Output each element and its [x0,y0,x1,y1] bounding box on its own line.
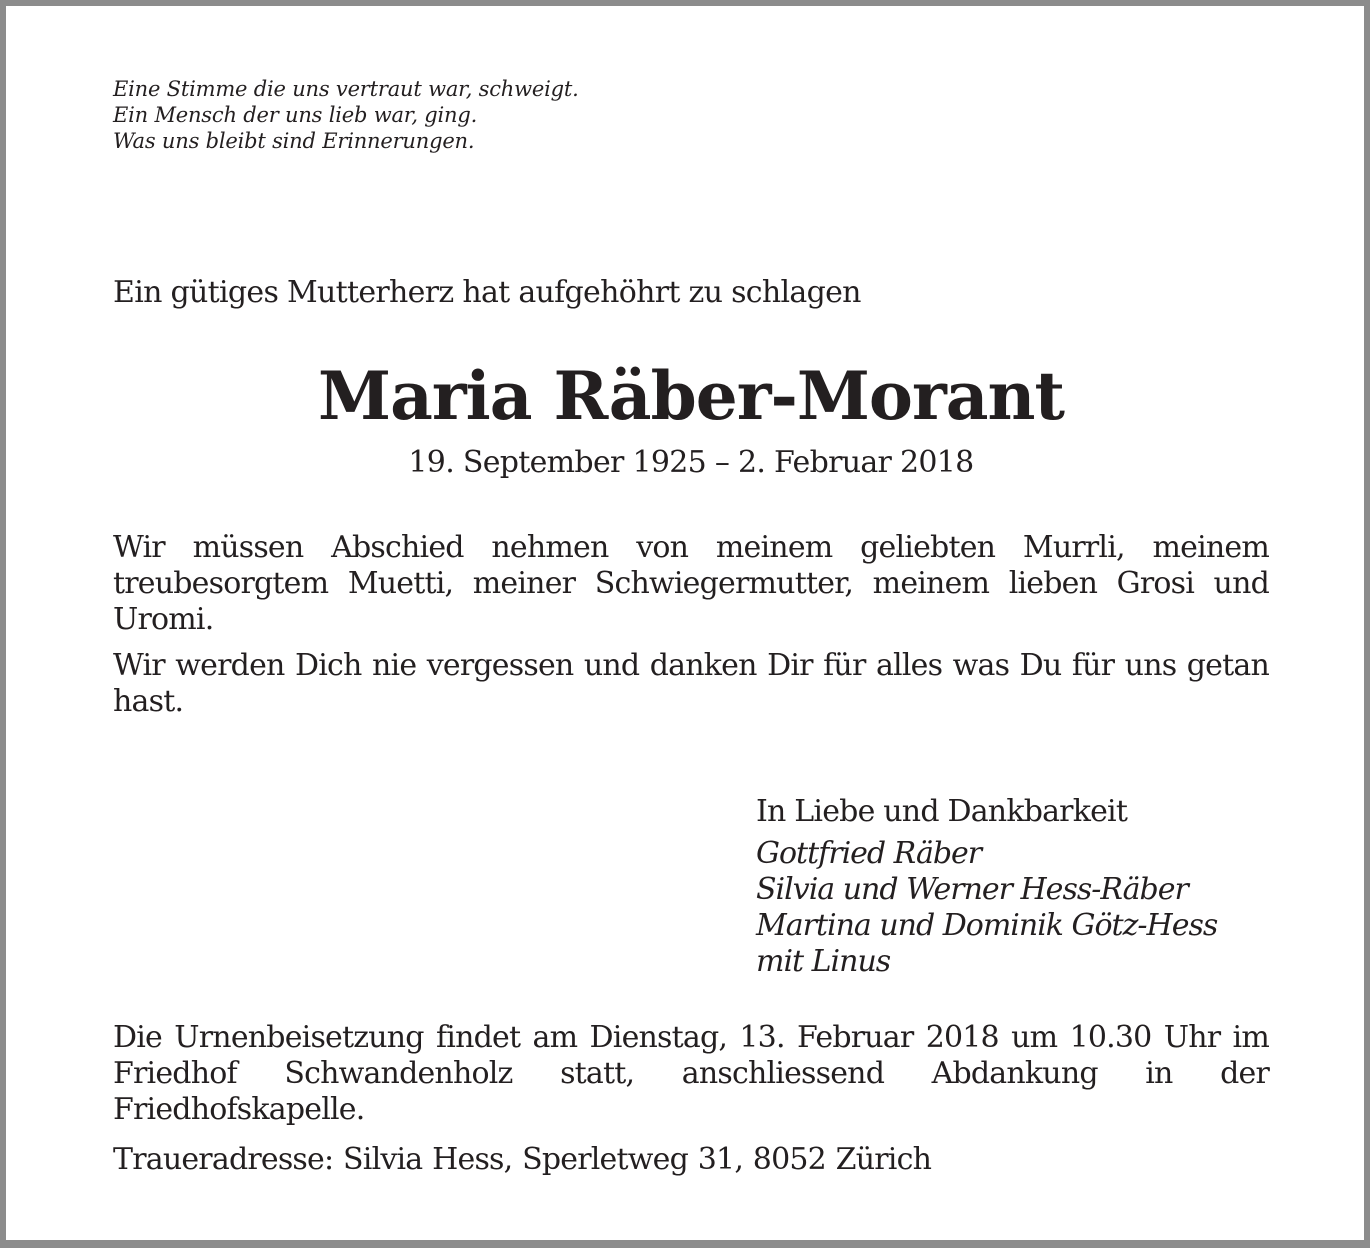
deceased-name: Maria Räber-Morant [318,357,1064,435]
mourner-name: mit Linus [756,944,891,979]
ceremony-paragraph: Die Urnenbeisetzung findet am Dienstag, 13. Februar 2018 um 10.30 Uhr im Friedhof Schwandenholz statt, anschliessend Abdankung in der Friedhofskapelle. [113,1020,1269,1127]
motto-line: Eine Stimme die uns vertraut war, schweigt. [113,77,579,101]
signoff-block [756,794,1217,980]
motto-verse [113,76,579,154]
life-dates: 19. September 1925 – 2. Februar 2018 [408,445,974,480]
mourner-name: Gottfried Räber [756,836,982,871]
gratitude-paragraph: Wir werden Dich nie vergessen und danken Dir für alles was Du für uns getan hast. [113,648,1269,719]
farewell-paragraph: Wir müssen Abschied nehmen von meinem geliebten Murrli, meinem treubesorgtem Muetti, meiner Schwiegermutter, meinem lieben Grosi und Uromi. [113,530,1269,637]
motto-line: Ein Mensch der uns lieb war, ging. [113,103,478,127]
motto-line: Was uns bleibt sind Erinnerungen. [113,129,475,153]
mourner-name: Silvia und Werner Hess-Räber [756,872,1188,907]
mourner-name: Martina und Dominik Götz-Hess [756,908,1218,943]
signoff-heading: In Liebe und Dankbarkeit [756,794,1128,829]
mourning-address: Traueradresse: Silvia Hess, Sperletweg 31, 8052 Zürich [113,1142,932,1177]
intro-line: Ein gütiges Mutterherz hat aufgehöhrt zu schlagen [113,275,861,310]
